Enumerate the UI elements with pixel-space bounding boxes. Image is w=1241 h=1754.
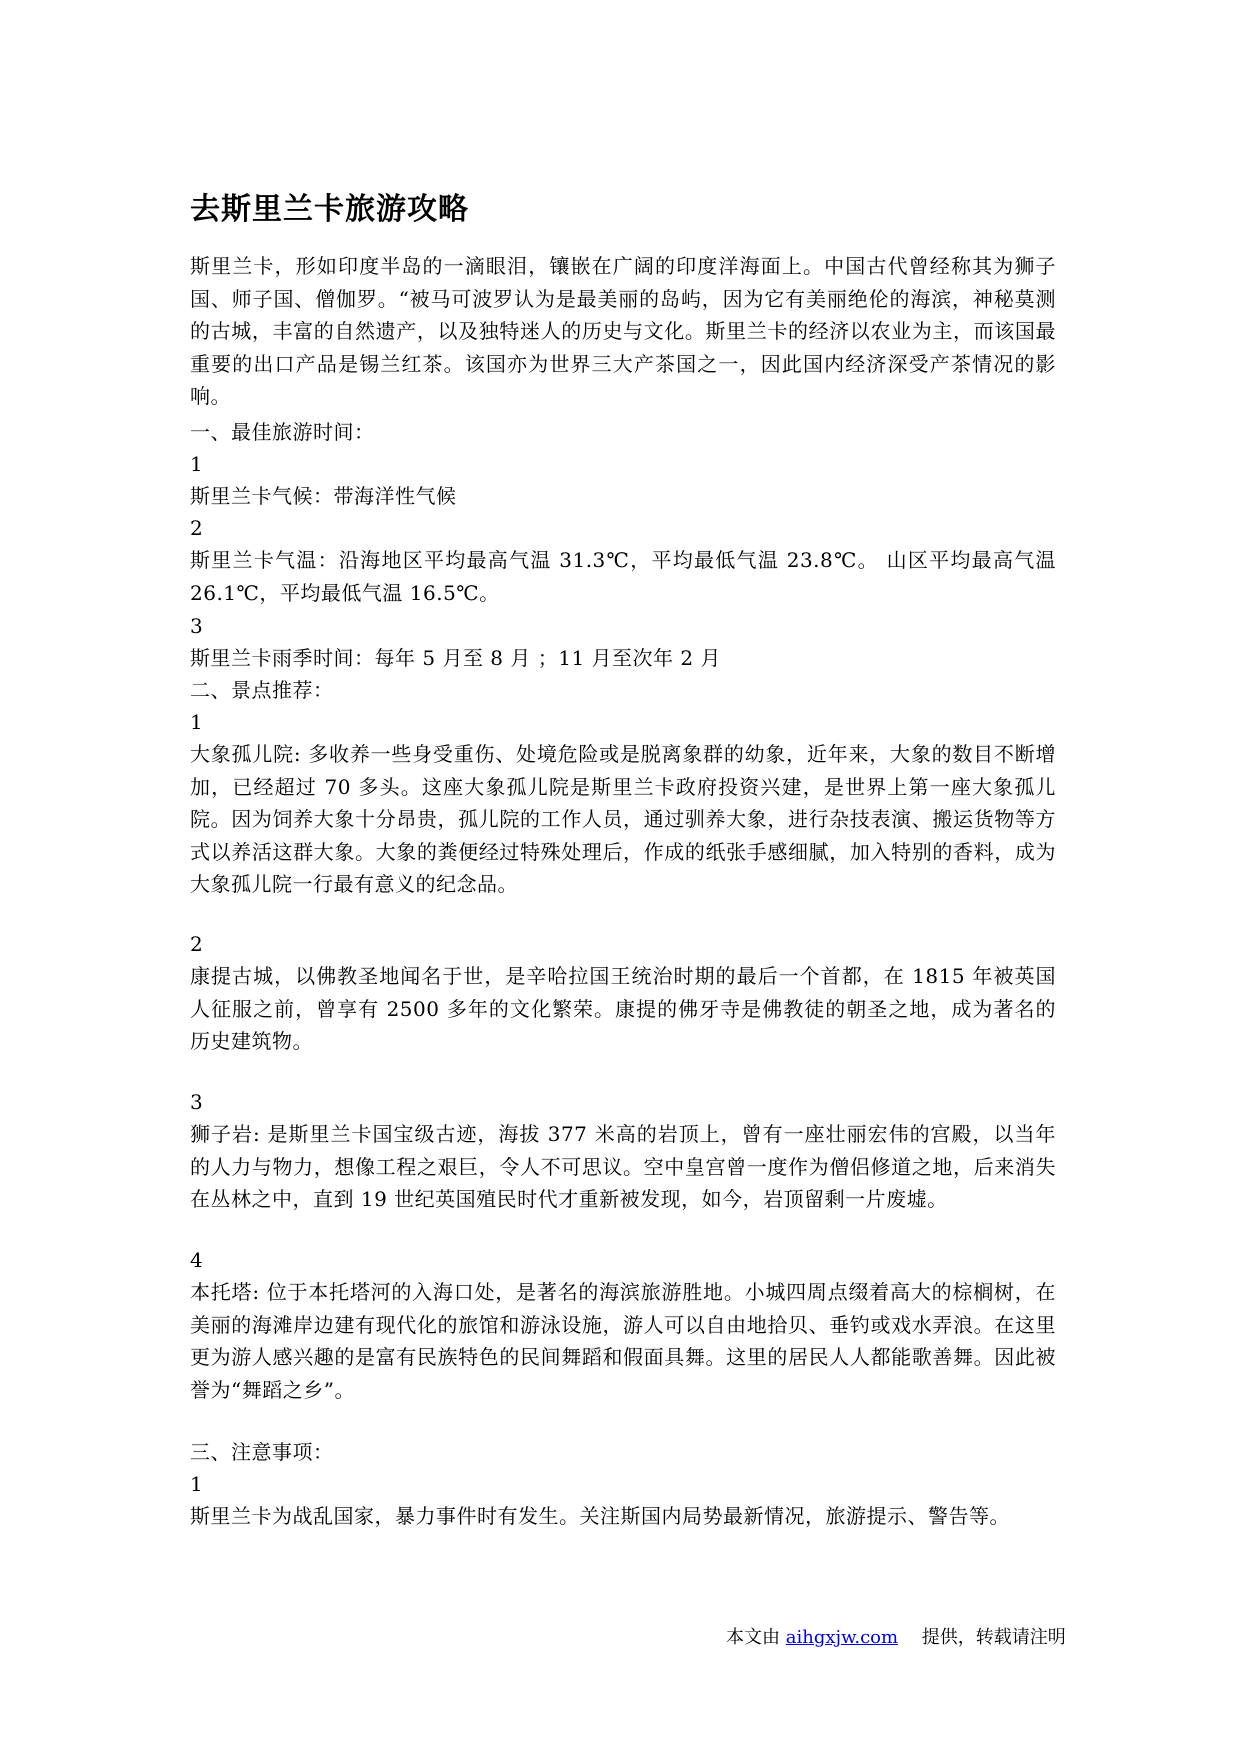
footer-prefix: 本文由	[726, 1627, 780, 1648]
elephant-orphanage-text: 大象孤儿院: 多收养一些身受重伤、处境危险或是脱离象群的幼象，近年来，大象的数目不断增加，已经超过 70 多头。这座大象孤儿院是斯里兰卡政府投资兴建，是世界上第一座大象孤儿院。因为饲养大象十分昂贵，孤儿院的工作人员，通过驯养大象，进行杂技表演、搬运货物等方式以养活这群大象。大象的粪便经过特殊处理后，作成的纸张手感细腻，加入特别的香料，成为大象孤儿院一行最有意义的纪念品。	[190, 742, 1056, 896]
section-heading-notes: 三、注意事项：	[190, 1440, 334, 1464]
item-number: 1	[190, 710, 204, 734]
bentota-text: 本托塔: 位于本托塔河的入海口处，是著名的海滨旅游胜地。小城四周点缀着高大的棕榈树，在美丽的海滩岸边建有现代化的旅馆和游泳设施，游人可以自由地拾贝、垂钓或戏水弄浪。在这里更为游人感兴趣的是富有民族特色的民间舞蹈和假面具舞。这里的居民人人都能歌善舞。因此被誉为“舞蹈之乡”。	[190, 1280, 1056, 1402]
page-footer	[726, 1625, 1066, 1651]
item-number: 1	[190, 1472, 204, 1496]
item-number: 2	[190, 932, 204, 956]
section-heading-attractions: 二、景点推荐：	[190, 678, 334, 702]
source-link[interactable]: aihgxjw.com	[785, 1627, 899, 1648]
item-number: 2	[190, 516, 204, 540]
kandy-text: 康提古城，以佛教圣地闻名于世，是辛哈拉国王统治时期的最后一个首都，在 1815 年被英国人征服之前，曾享有 2500 多年的文化繁荣。康提的佛牙寺是佛教徒的朝圣之地，成为著名的历史建筑物。	[190, 964, 1056, 1053]
rainy-season-text: 斯里兰卡雨季时间：每年 5 月至 8 月 ；11 月至次年 2 月	[190, 646, 721, 670]
item-number: 4	[190, 1248, 204, 1272]
intro-paragraph: 斯里兰卡，形如印度半岛的一滴眼泪，镶嵌在广阔的印度洋海面上。中国古代曾经称其为狮子国、师子国、僧伽罗。“被马可波罗认为是最美丽的岛屿，因为它有美丽绝伦的海滨，神秘莫测的古城，丰富的自然遗产，以及独特迷人的历史与文化。斯里兰卡的经济以农业为主，而该国最重要的出口产品是锡兰红茶。该国亦为世界三大产茶国之一，因此国内经济深受产茶情况的影响。	[190, 254, 1056, 408]
item-number: 3	[190, 1090, 204, 1114]
document-title: 去斯里兰卡旅游攻略	[190, 192, 469, 227]
safety-text: 斯里兰卡为战乱国家，暴力事件时有发生。关注斯国内局势最新情况，旅游提示、警告等。	[190, 1504, 1010, 1528]
temperature-text: 斯里兰卡气温：沿海地区平均最高气温 31.3℃，平均最低气温 23.8℃。 山区平均最高气温 26.1℃，平均最低气温 16.5℃。	[190, 548, 1056, 605]
section-heading-best-time: 一、最佳旅游时间：	[190, 420, 375, 444]
item-number: 1	[190, 452, 204, 476]
footer-suffix: 提供，转载请注明	[921, 1627, 1066, 1648]
sigiriya-text: 狮子岩: 是斯里兰卡国宝级古迹，海拔 377 米高的岩顶上，曾有一座壮丽宏伟的宫殿，以当年的人力与物力，想像工程之艰巨，令人不可思议。空中皇宫曾一度作为僧侣修道之地，后来消失在丛林之中，直到 19 世纪英国殖民时代才重新被发现，如今，岩顶留剩一片废墟。	[190, 1122, 1056, 1211]
item-number: 3	[190, 614, 204, 638]
climate-text: 斯里兰卡气候：带海洋性气候	[190, 484, 457, 508]
